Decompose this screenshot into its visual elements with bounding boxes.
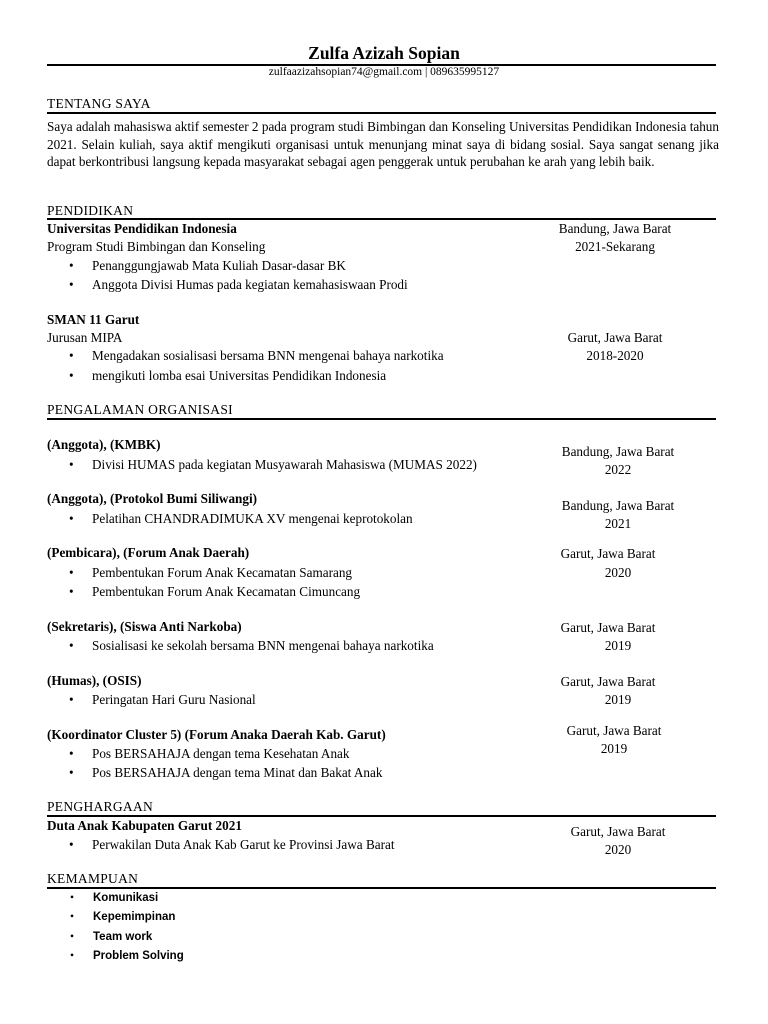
skill-item: • Problem Solving [93,950,184,962]
section-divider [47,887,716,889]
candidate-name: Zulfa Azizah Sopian [308,43,460,63]
section-divider [47,218,716,220]
organization-year: 2019 [604,692,632,707]
organization-location: Garut, Jawa Barat [560,546,656,561]
list-item: • Peringatan Hari Guru Nasional [92,692,256,708]
list-item: • Perwakilan Duta Anak Kab Garut ke Provinsi Jawa Barat [92,837,395,853]
organization-year: 2019 [600,741,628,756]
organization-location: Garut, Jawa Barat [566,723,662,738]
education-program: Jurusan MIPA [47,330,123,345]
organization-title: (Sekretaris), (Siswa Anti Narkoba) [47,619,242,634]
section-divider [47,418,716,420]
list-item: • Penanggungjawab Mata Kuliah Dasar-dasar BK [92,258,346,274]
education-location: Bandung, Jawa Barat [558,221,672,236]
section-divider [47,112,716,114]
list-item: • Mengadakan sosialisasi bersama BNN mengenai bahaya narkotika [92,348,444,364]
section-heading-about: TENTANG SAYA [47,96,151,111]
organization-title: (Anggota), (KMBK) [47,437,161,452]
list-item: • Pos BERSAHAJA dengan tema Kesehatan Anak [92,746,350,762]
organization-location: Garut, Jawa Barat [560,674,656,689]
organization-year: 2019 [604,638,632,653]
list-item: • Pos BERSAHAJA dengan tema Minat dan Bakat Anak [92,765,382,781]
award-year: 2020 [604,842,632,857]
section-heading-skills: KEMAMPUAN [47,871,139,886]
list-item: • Pelatihan CHANDRADIMUKA XV mengenai keprotokolan [92,511,413,527]
organization-year: 2022 [604,462,632,477]
list-item: • Pembentukan Forum Anak Kecamatan Cimuncang [92,584,360,600]
skill-item: • Komunikasi [93,892,158,904]
list-item: • mengikuti lomba esai Universitas Pendidikan Indonesia [92,368,386,384]
award-title: Duta Anak Kabupaten Garut 2021 [47,818,242,833]
education-location: Garut, Jawa Barat [567,330,663,345]
organization-location: Garut, Jawa Barat [560,620,656,635]
section-heading-organizations: PENGALAMAN ORGANISASI [47,402,233,417]
organization-title: (Anggota), (Protokol Bumi Siliwangi) [47,491,258,506]
education-program: Program Studi Bimbingan dan Konseling [47,239,266,254]
section-divider [47,815,716,817]
award-location: Garut, Jawa Barat [570,824,666,839]
organization-year: 2020 [604,565,632,580]
education-institution: Universitas Pendidikan Indonesia [47,221,237,236]
list-item: • Divisi HUMAS pada kegiatan Musyawarah Mahasiswa (MUMAS 2022) [92,457,477,473]
organization-title: (Humas), (OSIS) [47,673,142,688]
organization-title: (Koordinator Cluster 5) (Forum Anaka Daerah Kab. Garut) [47,727,386,742]
skill-item: • Team work [93,931,152,943]
education-period: 2021-Sekarang [575,239,655,254]
about-paragraph: Saya adalah mahasiswa aktif semester 2 pada program studi Bimbingan dan Konseling Universitas Pendidikan Indonesia tahun 2021. Selain kuliah, saya aktif mengikuti organisasi untuk menunjang minat saya di bidang sosial. Saya sangat senang jika dapat berkontribusi langsung kepada masyarakat sebagai agen penggerak untuk perubahan ke arah yang lebih baik. [47,119,719,169]
section-heading-awards: PENGHARGAAN [47,799,154,814]
organization-title: (Pembicara), (Forum Anak Daerah) [47,545,250,560]
organization-location: Bandung, Jawa Barat [561,498,675,513]
organization-year: 2021 [604,516,632,531]
list-item: • Sosialisasi ke sekolah bersama BNN mengenai bahaya narkotika [92,638,434,654]
organization-location: Bandung, Jawa Barat [561,444,675,459]
list-item: • Anggota Divisi Humas pada kegiatan kemahasiswaan Prodi [92,277,408,293]
contact-info: zulfaazizahsopian74@gmail.com | 089635995127 [268,66,500,78]
skill-item: • Kepemimpinan [93,911,175,923]
education-period: 2018-2020 [586,348,644,363]
section-heading-education: PENDIDIKAN [47,203,134,218]
list-item: • Pembentukan Forum Anak Kecamatan Samarang [92,565,352,581]
education-institution: SMAN 11 Garut [47,312,140,327]
